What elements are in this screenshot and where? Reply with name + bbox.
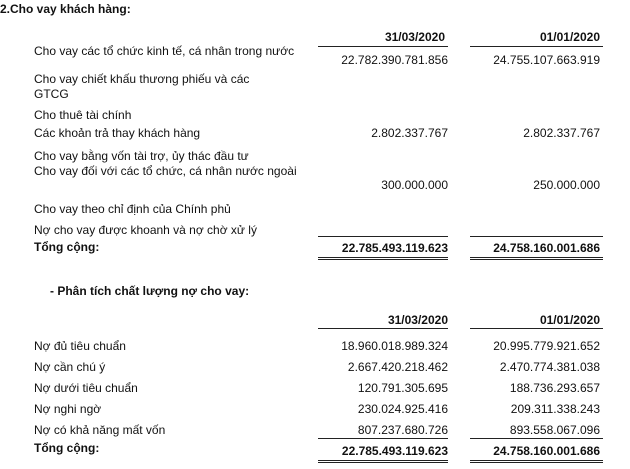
row-value: 188.736.293.657	[509, 381, 600, 395]
subtotal-line	[470, 236, 603, 237]
row-label: Cho vay bằng vốn tài trợ, ủy thác đầu tư	[34, 149, 249, 163]
row-value: 2.470.774.381.038	[499, 360, 600, 374]
header-underline	[470, 46, 603, 47]
row-value: 120.791.305.695	[357, 381, 448, 395]
total-double-underline	[470, 257, 603, 260]
row-label: Nợ đủ tiêu chuẩn	[34, 339, 126, 353]
total-value: 22.785.493.119.623	[341, 241, 448, 255]
row-value: 2.802.337.767	[523, 126, 600, 140]
row-value: 2.667.420.218.462	[347, 360, 448, 374]
section-subtitle: - Phân tích chất lượng nợ cho vay:	[50, 284, 250, 298]
row-label: Cho vay theo chỉ định của Chính phủ	[34, 202, 231, 216]
row-label: Cho vay chiết khấu thương phiếu và các GTCG	[34, 72, 250, 101]
column-header-01-01-2020: 01/01/2020	[539, 30, 600, 44]
column-header-01-01-2020: 01/01/2020	[539, 313, 600, 327]
row-label: Cho vay các tổ chức kinh tế, cá nhân trong nước	[34, 44, 295, 58]
subtotal-line	[318, 236, 448, 237]
row-value: 250.000.000	[533, 178, 600, 192]
column-header-31-03-2020: 31/03/2020	[387, 313, 448, 327]
total-double-underline	[318, 257, 448, 260]
row-value: 2.802.337.767	[371, 126, 448, 140]
row-value: 24.755.107.663.919	[493, 53, 600, 67]
subtotal-line	[318, 438, 448, 439]
header-underline	[318, 328, 448, 329]
row-label: Nợ cần chú ý	[34, 360, 106, 374]
total-label: Tổng cộng:	[34, 240, 100, 254]
total-label: Tổng cộng:	[34, 441, 100, 455]
column-header-31-03-2020: 31/03/2020	[384, 30, 445, 44]
row-value: 209.311.338.243	[510, 402, 600, 416]
total-double-underline	[470, 460, 603, 463]
row-label: Nợ nghi ngờ	[34, 402, 102, 416]
total-value: 24.758.160.001.686	[493, 444, 600, 458]
total-value: 22.785.493.119.623	[341, 444, 448, 458]
row-value: 300.000.000	[381, 178, 448, 192]
total-double-underline	[318, 460, 448, 463]
row-value: 18.960.018.989.324	[341, 339, 448, 353]
row-label: Nợ có khả năng mất vốn	[34, 423, 166, 437]
row-label: Nợ cho vay được khoanh và nợ chờ xử lý	[34, 223, 257, 237]
row-label: Cho thuê tài chính	[34, 108, 132, 122]
row-value: 893.558.067.096	[509, 423, 600, 437]
row-value: 20.995.779.921.652	[493, 339, 600, 353]
row-label: Nợ dưới tiêu chuẩn	[34, 381, 138, 395]
subtotal-line	[470, 438, 603, 439]
section-title: 2.Cho vay khách hàng:	[0, 2, 131, 16]
row-value: 230.024.925.416	[357, 402, 448, 416]
row-label: Cho vay đối với các tổ chức, cá nhân nước ngoài	[34, 164, 297, 178]
total-value: 24.758.160.001.686	[493, 241, 600, 255]
row-value: 22.782.390.781.856	[341, 53, 448, 67]
header-underline	[470, 328, 603, 329]
header-underline	[318, 46, 448, 47]
row-label: Các khoản trả thay khách hàng	[34, 126, 201, 140]
row-value: 807.237.680.726	[357, 423, 448, 437]
